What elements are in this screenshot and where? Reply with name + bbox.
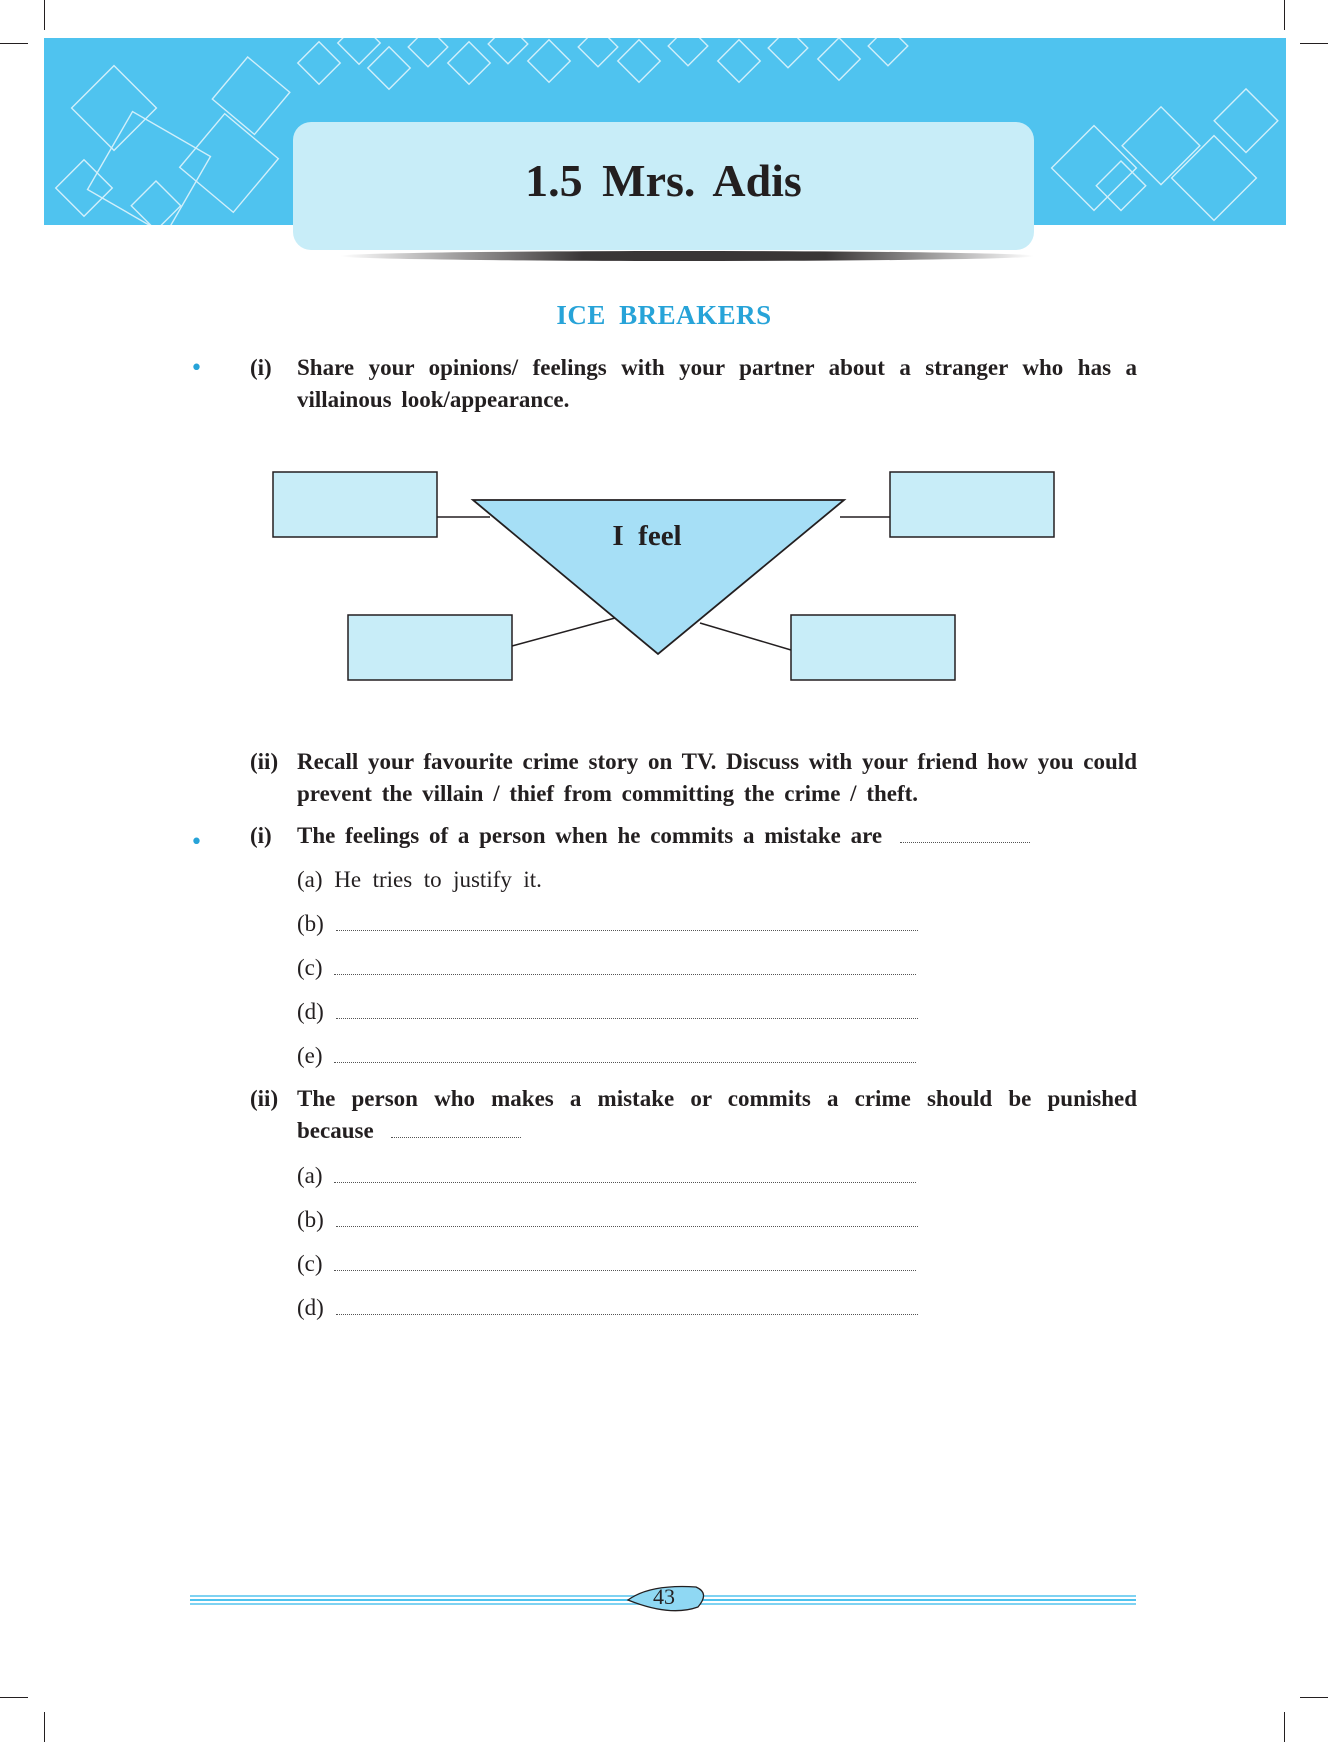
question-text: Share your opinions/ feelings with your partner about a stranger who has a villainous look/appearance. [297,355,1137,412]
fill-in-blank[interactable] [336,1300,918,1315]
fill-in-blank[interactable] [336,1004,918,1019]
answer-text: He tries to justify it. [334,867,542,892]
i-feel-diagram [0,460,1328,720]
question-text: The person who makes a mistake or commits a crime should be punished [297,1086,1137,1111]
answer-label: (d) [297,1295,324,1320]
triangle-label: I feel [612,520,682,552]
question-number: (i) [250,355,272,380]
question-text-span: The feelings of a person when he commits a mistake are [297,823,883,848]
answer-label: (e) [297,1043,323,1068]
fill-in-blank[interactable] [900,828,1030,843]
bullet-2: • [190,830,203,855]
answer-line [297,996,918,1028]
answer-line [297,908,918,940]
answer-label: (a) [297,867,323,892]
fill-in-blank[interactable] [334,1048,916,1063]
fill-in-blank[interactable] [391,1123,521,1138]
answer-box-bottom-right[interactable] [791,615,955,680]
crop-mark [1300,43,1328,44]
answer-label: (b) [297,911,324,936]
answer-label: (d) [297,999,324,1024]
question-number: (i) [250,823,272,848]
page-number: 43 [653,1584,675,1609]
answer-line [297,1160,916,1192]
fill-in-blank[interactable] [336,916,918,931]
answer-box-top-right[interactable] [890,472,1054,537]
fill-in-blank[interactable] [334,1168,916,1183]
answer-label: (c) [297,955,323,980]
answer-line [297,1204,918,1236]
answer-line [297,1040,916,1072]
question-text-cont [297,1115,1137,1147]
page-title: 1.5 Mrs. Adis [525,155,802,206]
answer-box-top-left[interactable] [273,472,437,537]
crop-mark [0,43,28,44]
answer-label: (b) [297,1207,324,1232]
answer-line [297,1248,916,1280]
section-heading: ICE BREAKERS [556,300,772,330]
fill-in-blank[interactable] [334,1256,916,1271]
answer-label: (a) [297,1163,323,1188]
question-number: (ii) [250,1086,279,1111]
question-text: Recall your favourite crime story on TV. Discuss with your friend how you could prevent the villain / thief from committing the crime / theft. [297,749,1137,806]
crop-mark [1300,1697,1328,1698]
crop-mark [44,0,45,30]
question-text-span: because [297,1118,374,1143]
answer-box-bottom-left[interactable] [348,615,512,680]
answer-line [297,864,542,896]
fill-in-blank[interactable] [334,960,916,975]
crop-mark [1284,0,1285,30]
fill-in-blank[interactable] [336,1212,918,1227]
question-text [297,820,1137,852]
question-number: (ii) [250,749,279,774]
connector-line [700,623,791,650]
crop-mark [44,1712,45,1742]
answer-line [297,952,916,984]
crop-mark [0,1697,28,1698]
title-box [293,122,1034,250]
connector-line [512,618,615,646]
answer-label: (c) [297,1251,323,1276]
bullet-1: • [190,356,203,381]
title-shadow [340,250,1035,262]
answer-line [297,1292,918,1324]
crop-mark [1284,1712,1285,1742]
